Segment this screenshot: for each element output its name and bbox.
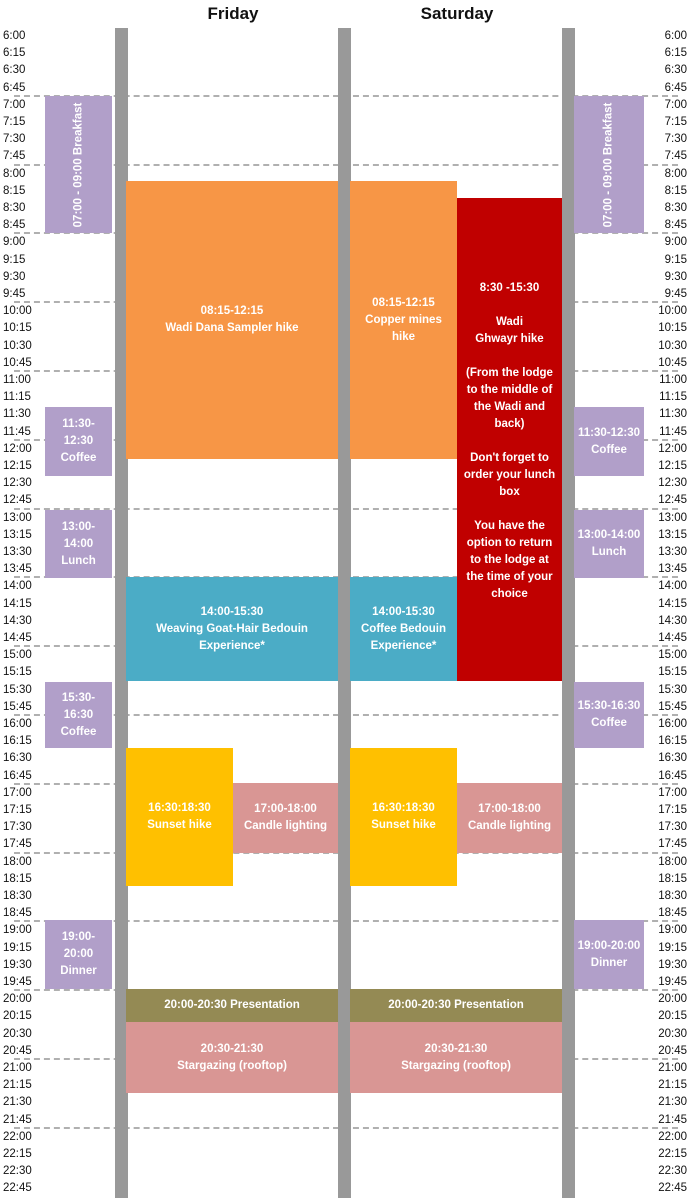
time-label: 12:30 bbox=[3, 477, 32, 490]
time-label: 15:00 bbox=[658, 649, 687, 662]
time-label: 20:30 bbox=[658, 1027, 687, 1040]
time-label: 22:00 bbox=[3, 1130, 32, 1143]
time-label: 7:30 bbox=[3, 133, 26, 146]
time-label: 15:30 bbox=[658, 683, 687, 696]
time-label: 18:00 bbox=[3, 855, 32, 868]
event-label: Dinner bbox=[590, 956, 628, 969]
time-label: 19:15 bbox=[3, 941, 32, 954]
time-label: 13:00 bbox=[658, 511, 687, 524]
time-label: 16:45 bbox=[3, 769, 32, 782]
event-time: 16:30:18:30 bbox=[372, 802, 435, 814]
time-label: 19:30 bbox=[3, 958, 32, 971]
time-label: 11:15 bbox=[3, 391, 31, 404]
event-label: Sunset hike bbox=[147, 819, 212, 831]
time-label: 20:15 bbox=[3, 1010, 32, 1023]
time-label: 15:45 bbox=[658, 700, 687, 713]
time-label: 10:30 bbox=[3, 339, 32, 352]
time-label: 14:15 bbox=[658, 597, 687, 610]
time-label: 13:15 bbox=[658, 528, 687, 541]
time-label: 7:00 bbox=[664, 98, 687, 111]
saturday-experience bbox=[350, 577, 457, 681]
lunch-block-left bbox=[45, 510, 112, 578]
time-label: 11:15 bbox=[659, 391, 687, 404]
event-label: Copper mines hike bbox=[365, 313, 442, 343]
time-label: 17:30 bbox=[3, 821, 32, 834]
time-label: 9:15 bbox=[3, 253, 26, 266]
event-time: 15:30-16:30 bbox=[577, 700, 641, 712]
time-label: 9:45 bbox=[664, 288, 687, 300]
time-label: 16:30 bbox=[658, 752, 687, 765]
time-label: 6:45 bbox=[3, 81, 26, 94]
time-label: 13:30 bbox=[658, 546, 687, 558]
time-label: 20:00 bbox=[3, 993, 32, 1006]
time-label: 14:15 bbox=[3, 597, 32, 610]
time-label: 7:45 bbox=[664, 150, 687, 163]
time-label: 18:15 bbox=[658, 872, 687, 885]
time-label: 14:30 bbox=[658, 614, 687, 627]
time-label: 19:30 bbox=[658, 958, 687, 971]
time-label: 6:30 bbox=[3, 64, 26, 77]
time-label: 22:45 bbox=[658, 1182, 687, 1195]
saturday-sunset-hike bbox=[350, 748, 457, 886]
event-label: Lunch bbox=[591, 546, 627, 558]
breakfast-label: 07:00 - 09:00 Breakfast bbox=[602, 102, 615, 227]
time-label: 20:30 bbox=[3, 1027, 32, 1040]
friday-hike bbox=[126, 181, 338, 459]
event-time: 13:00-14:00 bbox=[577, 529, 641, 541]
time-label: 16:15 bbox=[3, 735, 32, 748]
event-time: 8:30 -15:30 bbox=[479, 282, 540, 294]
time-label: 6:45 bbox=[664, 81, 687, 94]
time-label: 19:00 bbox=[658, 924, 687, 937]
time-label: 21:00 bbox=[658, 1062, 687, 1074]
time-label: 7:15 bbox=[664, 116, 687, 128]
event-label: Dinner bbox=[60, 965, 97, 977]
time-label: 17:00 bbox=[658, 786, 687, 799]
time-label: 15:45 bbox=[3, 700, 32, 713]
time-label: 11:00 bbox=[659, 374, 687, 386]
event-time: 20:30-21:30 bbox=[200, 1042, 264, 1055]
time-label: 20:00 bbox=[658, 993, 687, 1006]
breakfast-block-left bbox=[45, 96, 112, 233]
time-label: 19:45 bbox=[3, 976, 32, 988]
event-time: 17:00-18:00 bbox=[478, 803, 541, 815]
time-label: 22:30 bbox=[3, 1165, 32, 1178]
time-label: 13:15 bbox=[3, 528, 32, 541]
time-label: 18:30 bbox=[3, 890, 32, 902]
time-label: 17:00 bbox=[3, 786, 32, 799]
time-label: 11:45 bbox=[3, 425, 31, 438]
saturday-presentation bbox=[350, 989, 562, 1022]
breakfast-block-right bbox=[574, 96, 644, 233]
friday-stargazing bbox=[126, 1022, 338, 1093]
time-label: 12:45 bbox=[3, 494, 32, 507]
ghwayr-title-line-1: Wadi bbox=[495, 316, 524, 328]
time-label: 21:15 bbox=[658, 1079, 687, 1092]
ghwayr-title bbox=[475, 314, 543, 348]
time-label: 12:00 bbox=[3, 442, 32, 455]
time-label: 10:00 bbox=[3, 305, 32, 318]
friday-experience bbox=[126, 577, 338, 681]
time-label: 11:45 bbox=[659, 425, 687, 438]
time-label: 10:45 bbox=[3, 356, 32, 369]
time-label: 8:45 bbox=[664, 219, 687, 232]
event-time: 19:00-20:00 bbox=[577, 939, 641, 952]
time-label: 12:45 bbox=[658, 494, 687, 507]
event-label: 20:00-20:30 Presentation bbox=[388, 999, 524, 1011]
friday-candle-lighting bbox=[233, 783, 338, 853]
time-label: 12:00 bbox=[658, 442, 687, 455]
time-label: 16:30 bbox=[3, 752, 32, 765]
time-label: 21:00 bbox=[3, 1062, 32, 1074]
event-time: 11:30-12:30 bbox=[577, 426, 641, 439]
event-label: Coffee bbox=[591, 443, 627, 456]
time-label: 18:45 bbox=[658, 907, 687, 920]
time-label: 6:15 bbox=[3, 47, 26, 60]
time-label: 9:30 bbox=[3, 270, 26, 283]
header-saturday: Saturday bbox=[420, 4, 494, 23]
saturday-ghwayr-hike bbox=[457, 198, 562, 681]
friday-presentation bbox=[126, 989, 338, 1022]
event-time: 14:00-15:30 bbox=[372, 605, 435, 618]
time-label: 14:45 bbox=[658, 632, 687, 644]
time-label: 18:00 bbox=[658, 855, 687, 868]
time-label: 21:30 bbox=[3, 1096, 32, 1109]
event-label: Lunch bbox=[61, 554, 96, 567]
event-label: Candle lighting bbox=[467, 820, 552, 832]
time-label: 8:00 bbox=[3, 167, 26, 180]
time-label: 7:30 bbox=[664, 133, 687, 146]
ghwayr-title-line-2: Ghwayr hike bbox=[475, 333, 544, 345]
saturday-candle-lighting bbox=[457, 783, 562, 853]
header-friday: Friday bbox=[207, 4, 259, 23]
time-label: 12:15 bbox=[3, 460, 32, 472]
event-label: Sunset hike bbox=[371, 819, 436, 831]
time-label: 14:00 bbox=[3, 580, 32, 593]
event-label: Wadi Dana Sampler hike bbox=[165, 322, 299, 334]
time-label: 18:30 bbox=[658, 890, 687, 902]
event-label: Coffee bbox=[60, 725, 97, 738]
time-label: 9:00 bbox=[664, 236, 687, 249]
friday-sunset-hike bbox=[126, 748, 233, 886]
time-label: 6:00 bbox=[3, 30, 26, 42]
time-label: 21:45 bbox=[3, 1113, 32, 1126]
time-label: 17:15 bbox=[3, 804, 32, 816]
event-time: 13:00-14:00 bbox=[61, 520, 96, 550]
event-time: 17:00-18:00 bbox=[254, 803, 317, 815]
time-label: 10:00 bbox=[658, 305, 687, 318]
time-label: 10:45 bbox=[658, 356, 687, 369]
dinner-block-left bbox=[45, 920, 112, 989]
time-label: 10:15 bbox=[658, 322, 687, 335]
time-label: 13:45 bbox=[658, 563, 687, 576]
time-label: 22:00 bbox=[658, 1130, 687, 1143]
time-label: 8:00 bbox=[664, 167, 687, 180]
time-label: 15:15 bbox=[3, 666, 32, 679]
time-label: 6:30 bbox=[664, 64, 687, 77]
time-label: 8:15 bbox=[664, 184, 687, 197]
event-time: 19:00-20:00 bbox=[61, 931, 96, 960]
saturday-hike bbox=[350, 181, 457, 459]
coffee-morning-block-left bbox=[45, 407, 112, 476]
time-label: 17:15 bbox=[658, 804, 687, 816]
dinner-block-right bbox=[574, 920, 644, 989]
time-label: 20:45 bbox=[658, 1044, 687, 1057]
time-label: 15:30 bbox=[3, 683, 32, 696]
coffee-afternoon-block-right bbox=[574, 682, 644, 748]
time-label: 19:15 bbox=[658, 941, 687, 954]
event-label: Candle lighting bbox=[243, 820, 328, 832]
time-label: 17:45 bbox=[3, 838, 32, 851]
time-label: 8:30 bbox=[3, 202, 26, 214]
time-label: 11:00 bbox=[3, 374, 31, 386]
time-label: 14:30 bbox=[3, 614, 32, 627]
time-label: 8:15 bbox=[3, 184, 26, 197]
time-label: 15:00 bbox=[3, 649, 32, 662]
time-label: 16:00 bbox=[3, 718, 32, 730]
time-label: 21:30 bbox=[658, 1096, 687, 1109]
time-label: 6:15 bbox=[664, 47, 687, 60]
time-label: 17:30 bbox=[658, 821, 687, 834]
event-time: 15:30-16:30 bbox=[61, 691, 96, 721]
time-label: 9:00 bbox=[3, 236, 26, 249]
event-label: Stargazing (rooftop) bbox=[401, 1059, 511, 1072]
time-label: 14:45 bbox=[3, 632, 32, 644]
coffee-afternoon-block-left bbox=[45, 682, 112, 748]
event-time: 14:00-15:30 bbox=[200, 605, 264, 618]
saturday-stargazing bbox=[350, 1022, 562, 1093]
time-label: 19:45 bbox=[658, 976, 687, 988]
event-label: 20:00-20:30 Presentation bbox=[164, 999, 300, 1011]
time-label: 7:00 bbox=[3, 98, 26, 111]
time-label: 15:15 bbox=[658, 666, 687, 679]
time-label: 13:45 bbox=[3, 563, 32, 576]
time-label: 21:45 bbox=[658, 1113, 687, 1126]
time-label: 13:30 bbox=[3, 546, 32, 558]
time-label: 6:00 bbox=[664, 30, 687, 42]
time-label: 20:15 bbox=[658, 1010, 687, 1023]
event-label: Coffee bbox=[60, 452, 97, 464]
time-label: 12:30 bbox=[658, 477, 687, 490]
time-label: 22:45 bbox=[3, 1182, 32, 1195]
event-time: 08:15-12:15 bbox=[372, 296, 435, 309]
time-label: 20:45 bbox=[3, 1044, 32, 1057]
time-label: 22:15 bbox=[3, 1148, 32, 1160]
event-time: 11:30-12:30 bbox=[62, 418, 95, 447]
time-label: 11:30 bbox=[659, 408, 687, 421]
time-label: 10:30 bbox=[658, 339, 687, 352]
event-time: 16:30:18:30 bbox=[148, 802, 211, 814]
time-label: 19:00 bbox=[3, 924, 32, 937]
time-label: 17:45 bbox=[658, 838, 687, 851]
event-label: Coffee bbox=[591, 717, 627, 729]
event-time: 20:30-21:30 bbox=[424, 1042, 488, 1055]
time-label: 22:30 bbox=[658, 1165, 687, 1178]
time-label: 22:15 bbox=[658, 1148, 687, 1160]
time-label: 10:15 bbox=[3, 322, 32, 335]
lunch-block-right bbox=[574, 510, 644, 578]
time-label: 9:45 bbox=[3, 288, 26, 300]
ghwayr-return-note: You have the option to return to the lodge at the time of your choice bbox=[466, 520, 553, 600]
ghwayr-lunch-note: Don't forget to order your lunch box bbox=[463, 452, 556, 498]
event-label: Weaving Goat-Hair Bedouin Experience* bbox=[156, 622, 308, 652]
event-time: 08:15-12:15 bbox=[200, 305, 264, 317]
time-label: 21:15 bbox=[3, 1079, 32, 1092]
breakfast-label: 07:00 - 09:00 Breakfast bbox=[72, 102, 84, 227]
time-label: 16:00 bbox=[658, 718, 687, 730]
time-label: 18:15 bbox=[3, 872, 32, 885]
coffee-morning-block-right bbox=[574, 407, 644, 476]
time-label: 14:00 bbox=[658, 580, 687, 593]
time-label: 7:15 bbox=[3, 116, 26, 128]
ghwayr-note: (From the lodge to the middle of the Wadi and back) bbox=[466, 367, 553, 430]
time-label: 7:45 bbox=[3, 150, 26, 163]
event-label: Coffee Bedouin Experience* bbox=[361, 622, 446, 652]
time-label: 9:15 bbox=[664, 253, 687, 266]
time-label: 12:15 bbox=[658, 460, 687, 472]
time-label: 16:45 bbox=[658, 769, 687, 782]
time-label: 13:00 bbox=[3, 511, 32, 524]
time-label: 8:30 bbox=[664, 202, 687, 214]
event-label: Stargazing (rooftop) bbox=[177, 1059, 287, 1072]
time-label: 11:30 bbox=[3, 408, 31, 421]
time-label: 18:45 bbox=[3, 907, 32, 920]
time-label: 9:30 bbox=[664, 270, 687, 283]
time-label: 16:15 bbox=[658, 735, 687, 748]
time-label: 8:45 bbox=[3, 219, 26, 232]
